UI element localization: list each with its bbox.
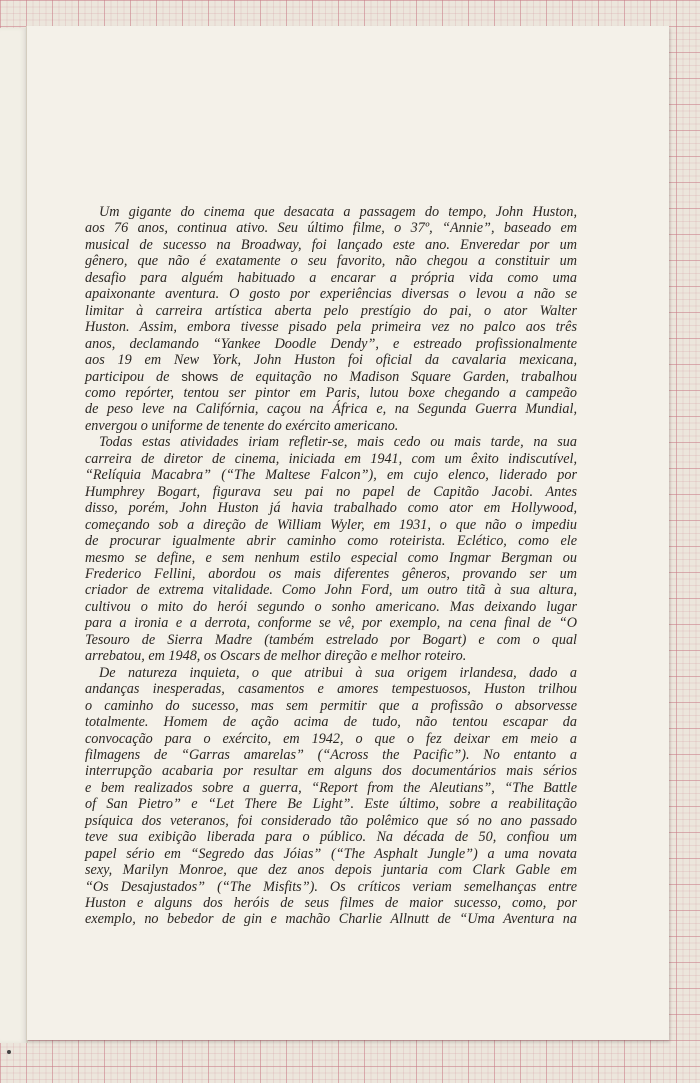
text-line: De natureza inquieta, o que atribui à sua origem irlandesa, dado a [99, 664, 577, 681]
text-line: filmagens de “Garras amarelas” (“Across the Pacific”). No entanto a [85, 746, 577, 763]
text-line: limitar à carreira artística aberta pelo prestígio do pai, o ator Walter [85, 302, 577, 319]
text-line: para a ironia e a derrota, conforme se vê, por exemplo, na cena final de “O [85, 615, 577, 632]
text-line: totalmente. Homem de ação acima de tudo, não tentou escapar da [85, 714, 577, 731]
text-line: Humphrey Bogart, figurava seu pai no papel de Capitão Jacobi. Antes [85, 483, 577, 500]
text-line: desafio para alguém habituado a encarar a própria vida como uma [85, 269, 577, 286]
text-line: musical de sucesso na Broadway, foi lançado este ano. Enveredar por um [85, 236, 577, 253]
text-line: e bem realizados sobre a guerra, “Report from the Aleutians”, “The Battle [85, 779, 577, 796]
text-line: Um gigante do cinema que desacata a passagem do tempo, John Huston, [99, 204, 577, 220]
text-line: envergou o uniforme de tenente do exército americano. [85, 417, 399, 434]
text-line: Frederico Fellini, abordou os mais diferentes gêneros, provando ser um [85, 565, 577, 582]
article-body [85, 204, 577, 928]
text-line: cultivou o mito do herói segundo o sonho americano. Mas deixando lugar [85, 598, 577, 615]
text-line: gênero, que não é exatamente o seu favorito, não chegou a constituir um [85, 253, 577, 270]
text-line: Todas estas atividades iriam refletir-se, mais cedo ou mais tarde, na sua [99, 434, 577, 451]
text-line: mesmo se define, e sem nenhum estilo especial como Ingmar Bergman ou [85, 549, 577, 566]
text-line: começando sob a direção de William Wyler, em 1931, o que não o impediu [85, 516, 577, 533]
facing-page-edge [0, 28, 28, 1043]
text-line: participou de shows de equitação no Madison Square Garden, trabalhou [85, 368, 577, 385]
text-line: o caminho do sucesso, mas sem permitir que a profissão o absorvesse [85, 697, 577, 714]
paragraph [85, 434, 577, 664]
text-line: carreira de diretor de cinema, iniciada em 1941, com um êxito indiscutível, [85, 450, 577, 467]
paragraph [85, 665, 577, 928]
text-line: interrupção acabaria por resultar em alguns dos documentários mais sérios [85, 763, 577, 780]
text-line: Huston. Assim, embora tivesse pisado pela primeira vez no palco aos três [85, 319, 577, 336]
text-line: papel sério em “Segredo das Jóias” (“The Asphalt Jungle”) a uma novata [85, 845, 577, 862]
text-line: andanças inesperadas, casamentos e amores tempestuosos, Huston trilhou [85, 681, 577, 698]
text-line: aos 76 anos, continua ativo. Seu último filme, o 37º, “Annie”, baseado em [85, 220, 577, 237]
text-line: Tesouro de Sierra Madre (também estrelado por Bogart) e com o qual [85, 631, 577, 648]
paragraph [85, 204, 577, 434]
text-line: “Relíquia Macabra” (“The Maltese Falcon”), em cujo elenco, liderado por [85, 467, 577, 484]
text-line: convocação para o exército, em 1942, o que o fez deixar em meio a [85, 730, 577, 747]
text-line: sexy, Marilyn Monroe, que dez anos depois juntaria com Clark Gable em [85, 862, 577, 879]
text-line: como repórter, tentou ser pintor em Paris, lutou boxe chegando a campeão [85, 384, 577, 401]
text-line: criador de extrema vitalidade. Como John Ford, um outro titã à sua altura, [85, 582, 577, 599]
text-line: de procurar igualmente abrir caminho como roteirista. Eclético, como ele [85, 533, 577, 550]
text-line: teve sua exibição liberada para o público. Na década de 50, confiou um [85, 829, 577, 846]
text-line: Huston e alguns dos heróis de seus filmes de maior sucesso, como, por [85, 895, 577, 912]
document-page [26, 26, 669, 1040]
text-line: anos, declamando “Yankee Doodle Dendy”, e estreado profissionalmente [85, 335, 577, 352]
text-line: psíquica dos veteranos, foi considerado tão polêmico que só no ano passado [85, 812, 577, 829]
text-line: de peso leve na Califórnia, caçou na África e, na Segunda Guerra Mundial, [85, 401, 577, 418]
text-line: disso, porém, John Huston já havia trabalhado como ator em Hollywood, [85, 500, 577, 517]
scan-speck [7, 1050, 11, 1054]
text-line: apaixonante aventura. O gosto por experiências diversas o levou a não se [85, 286, 577, 303]
text-line: aos 19 em New York, John Huston foi oficial da cavalaria mexicana, [85, 352, 577, 369]
text-line: arrebatou, em 1948, os Oscars de melhor direção e melhor roteiro. [85, 648, 467, 665]
text-line: of San Pietro” e “Let There Be Light”. Este último, sobre a reabilitação [85, 796, 577, 813]
text-line: exemplo, no bebedor de gin e machão Charlie Allnutt de “Uma Aventura na [85, 911, 577, 928]
text-line: “Os Desajustados” (“The Misfits”). Os críticos veriam semelhanças entre [85, 878, 577, 895]
